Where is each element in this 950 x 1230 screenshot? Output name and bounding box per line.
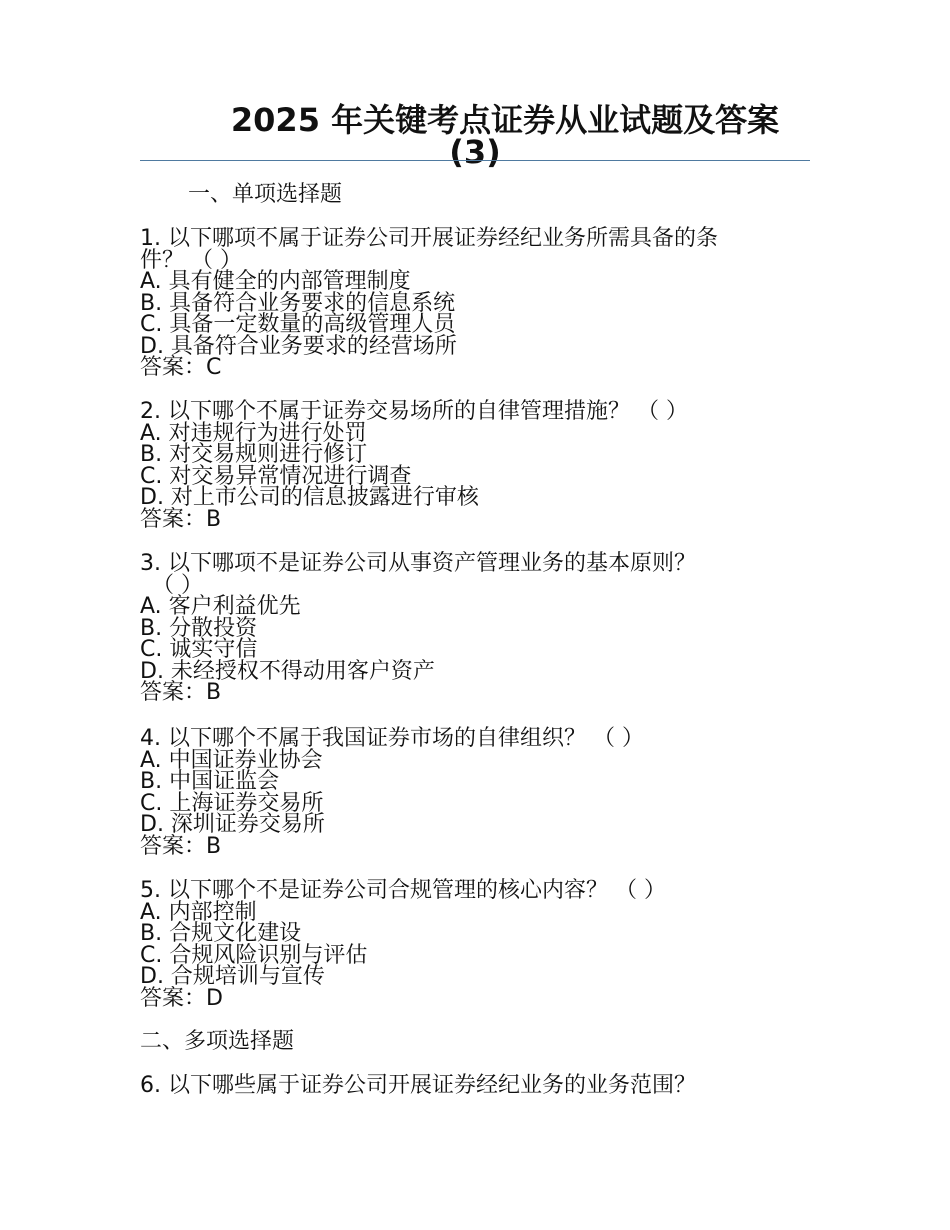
option-c: C. 诚实守信: [140, 637, 258, 662]
option-c: C. 合规风险识别与评估: [140, 942, 368, 968]
option-b: B. 对交易规则进行修订: [140, 442, 368, 467]
option-d: D. 未经授权不得动用客户资产: [140, 658, 435, 684]
option-b: B. 分散投资: [140, 615, 258, 641]
question-5: [140, 880, 820, 1009]
question-text: 1. 以下哪项不属于证券公司开展证券经纪业务所需具备的条: [140, 226, 718, 251]
question-text: 6. 以下哪些属于证券公司开展证券经纪业务的业务范围？: [140, 1073, 696, 1098]
option-a: A. 对违规行为进行处罚: [140, 420, 367, 446]
option-b: B. 具备符合业务要求的信息系统: [140, 290, 456, 316]
option-c: C. 对交易异常情况进行调查: [140, 463, 412, 489]
option-d: D. 具备符合业务要求的经营场所: [140, 333, 457, 359]
answer: 答案：B: [140, 833, 222, 859]
option-d: D. 对上市公司的信息披露进行审核: [140, 485, 479, 510]
option-d: D. 合规培训与宣传: [140, 964, 325, 989]
title-line-2: (3): [449, 133, 501, 171]
question-1: [140, 228, 820, 379]
option-a: A. 内部控制: [140, 899, 257, 925]
answer: 答案：D: [140, 985, 223, 1011]
document-title: [140, 101, 810, 171]
option-c: C. 具备一定数量的高级管理人员: [140, 312, 456, 337]
question-text-cont: 件？ （ ）: [140, 247, 242, 273]
question-2: [140, 401, 820, 530]
answer: 答案：B: [140, 506, 222, 532]
option-c: C. 上海证券交易所: [140, 790, 324, 816]
question-text: 5. 以下哪个不是证券公司合规管理的核心内容？ （ ）: [140, 878, 666, 903]
question-text: 2. 以下哪个不属于证券交易场所的自律管理措施？ （ ）: [140, 399, 688, 424]
title-line-1: 2025 年关键考点证券从业试题及答案: [230, 101, 780, 139]
option-a: A. 客户利益优先: [140, 594, 301, 619]
question-6: [140, 1075, 820, 1097]
option-b: B. 中国证监会: [140, 769, 280, 794]
answer: 答案：B: [140, 680, 222, 705]
section-heading-single-choice: 一、单项选择题: [188, 182, 343, 207]
question-3: [140, 553, 820, 704]
question-text: 3. 以下哪项不是证券公司从事资产管理业务的基本原则？: [140, 551, 696, 576]
option-a: A. 中国证券业协会: [140, 747, 323, 773]
option-a: A. 具有健全的内部管理制度: [140, 269, 411, 294]
option-b: B. 合规文化建设: [140, 921, 302, 946]
answer: 答案：C: [140, 355, 222, 380]
section-heading-multiple-choice: 二、多项选择题: [140, 1029, 295, 1054]
question-text-cont: （ ）: [152, 572, 203, 598]
question-text: 4. 以下哪个不属于我国证券市场的自律组织？ （ ）: [140, 726, 644, 751]
title-divider: [140, 160, 810, 161]
question-4: [140, 728, 820, 857]
option-d: D. 深圳证券交易所: [140, 812, 325, 837]
